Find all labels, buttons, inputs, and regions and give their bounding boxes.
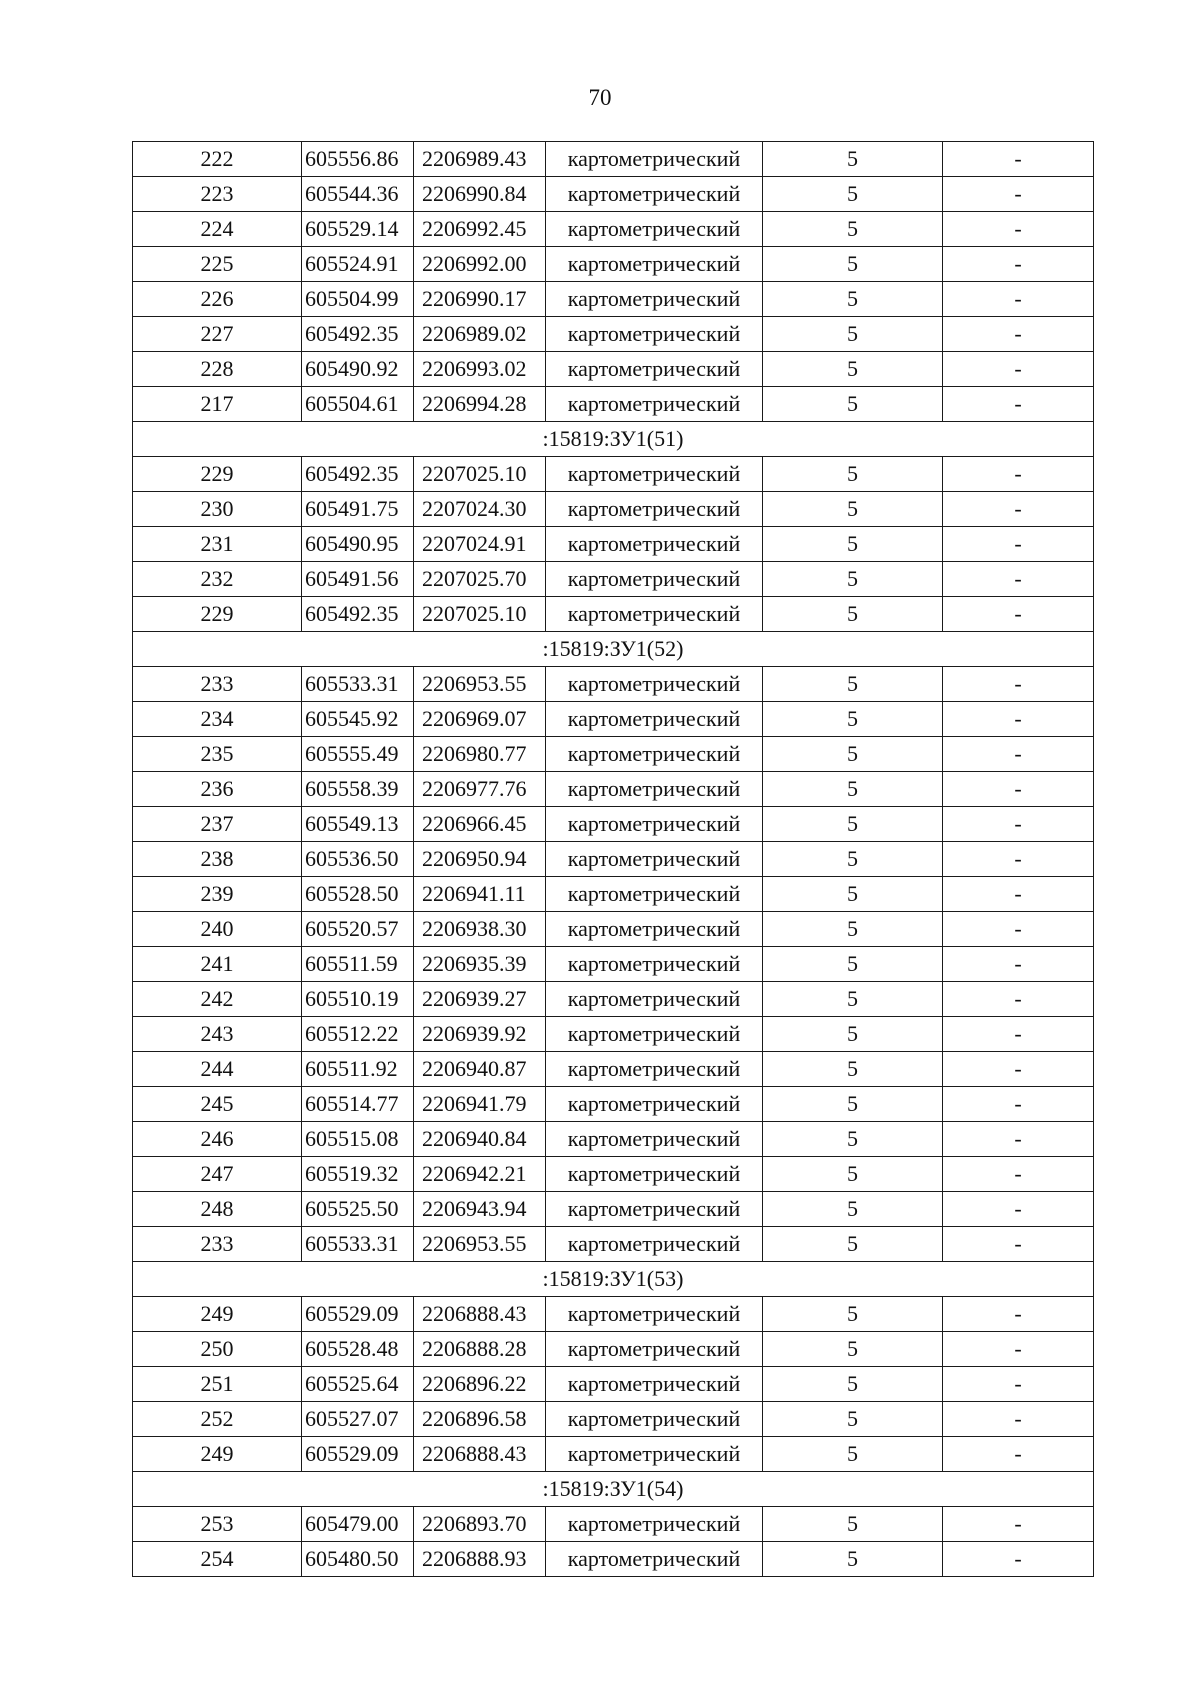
accuracy-cell: 5 (763, 1227, 943, 1262)
description-cell: - (943, 352, 1094, 387)
accuracy-cell: 5 (763, 352, 943, 387)
method-cell: картометрический (546, 352, 763, 387)
point-number-cell: 246 (133, 1122, 302, 1157)
x-coordinate-cell: 605490.92 (302, 352, 414, 387)
accuracy-cell: 5 (763, 1192, 943, 1227)
point-number-cell: 242 (133, 982, 302, 1017)
y-coordinate-cell: 2206896.58 (414, 1402, 546, 1437)
y-coordinate-cell: 2206953.55 (414, 1227, 546, 1262)
x-coordinate-cell: 605515.08 (302, 1122, 414, 1157)
section-header-row (133, 1472, 1094, 1507)
y-coordinate-cell: 2207025.70 (414, 562, 546, 597)
x-coordinate-cell: 605549.13 (302, 807, 414, 842)
y-coordinate-cell: 2206888.93 (414, 1542, 546, 1577)
y-coordinate-cell: 2206966.45 (414, 807, 546, 842)
method-cell: картометрический (546, 702, 763, 737)
description-cell: - (943, 1367, 1094, 1402)
point-number-cell: 237 (133, 807, 302, 842)
method-cell: картометрический (546, 982, 763, 1017)
accuracy-cell: 5 (763, 177, 943, 212)
x-coordinate-cell: 605524.91 (302, 247, 414, 282)
description-cell: - (943, 562, 1094, 597)
method-cell: картометрический (546, 1227, 763, 1262)
y-coordinate-cell: 2206993.02 (414, 352, 546, 387)
point-number-cell: 223 (133, 177, 302, 212)
table-row (133, 702, 1094, 737)
x-coordinate-cell: 605504.61 (302, 387, 414, 422)
accuracy-cell: 5 (763, 1157, 943, 1192)
x-coordinate-cell: 605491.56 (302, 562, 414, 597)
accuracy-cell: 5 (763, 282, 943, 317)
x-coordinate-cell: 605514.77 (302, 1087, 414, 1122)
y-coordinate-cell: 2206994.28 (414, 387, 546, 422)
method-cell: картометрический (546, 527, 763, 562)
section-label: :15819:ЗУ1(54) (133, 1472, 1094, 1507)
x-coordinate-cell: 605511.92 (302, 1052, 414, 1087)
table-row (133, 877, 1094, 912)
point-number-cell: 229 (133, 457, 302, 492)
point-number-cell: 232 (133, 562, 302, 597)
accuracy-cell: 5 (763, 807, 943, 842)
method-cell: картометрический (546, 1437, 763, 1472)
point-number-cell: 244 (133, 1052, 302, 1087)
method-cell: картометрический (546, 1542, 763, 1577)
table-row (133, 1297, 1094, 1332)
table-row (133, 772, 1094, 807)
x-coordinate-cell: 605529.09 (302, 1297, 414, 1332)
table-row (133, 247, 1094, 282)
point-number-cell: 225 (133, 247, 302, 282)
accuracy-cell: 5 (763, 1437, 943, 1472)
point-number-cell: 239 (133, 877, 302, 912)
method-cell: картометрический (546, 947, 763, 982)
y-coordinate-cell: 2206969.07 (414, 702, 546, 737)
method-cell: картометрический (546, 142, 763, 177)
description-cell: - (943, 1157, 1094, 1192)
accuracy-cell: 5 (763, 142, 943, 177)
method-cell: картометрический (546, 1052, 763, 1087)
method-cell: картометрический (546, 1157, 763, 1192)
x-coordinate-cell: 605512.22 (302, 1017, 414, 1052)
table-row (133, 1192, 1094, 1227)
method-cell: картометрический (546, 807, 763, 842)
accuracy-cell: 5 (763, 527, 943, 562)
accuracy-cell: 5 (763, 982, 943, 1017)
table-row (133, 527, 1094, 562)
x-coordinate-cell: 605533.31 (302, 1227, 414, 1262)
accuracy-cell: 5 (763, 597, 943, 632)
table-row (133, 177, 1094, 212)
x-coordinate-cell: 605504.99 (302, 282, 414, 317)
accuracy-cell: 5 (763, 772, 943, 807)
accuracy-cell: 5 (763, 702, 943, 737)
y-coordinate-cell: 2206950.94 (414, 842, 546, 877)
table-row (133, 597, 1094, 632)
description-cell: - (943, 877, 1094, 912)
y-coordinate-cell: 2206939.27 (414, 982, 546, 1017)
x-coordinate-cell: 605558.39 (302, 772, 414, 807)
point-number-cell: 251 (133, 1367, 302, 1402)
method-cell: картометрический (546, 877, 763, 912)
description-cell: - (943, 317, 1094, 352)
accuracy-cell: 5 (763, 877, 943, 912)
description-cell: - (943, 527, 1094, 562)
point-number-cell: 229 (133, 597, 302, 632)
x-coordinate-cell: 605519.32 (302, 1157, 414, 1192)
point-number-cell: 235 (133, 737, 302, 772)
y-coordinate-cell: 2206896.22 (414, 1367, 546, 1402)
point-number-cell: 253 (133, 1507, 302, 1542)
x-coordinate-cell: 605490.95 (302, 527, 414, 562)
x-coordinate-cell: 605556.86 (302, 142, 414, 177)
point-number-cell: 233 (133, 1227, 302, 1262)
y-coordinate-cell: 2206942.21 (414, 1157, 546, 1192)
point-number-cell: 252 (133, 1402, 302, 1437)
y-coordinate-cell: 2206940.87 (414, 1052, 546, 1087)
point-number-cell: 222 (133, 142, 302, 177)
accuracy-cell: 5 (763, 1402, 943, 1437)
accuracy-cell: 5 (763, 1507, 943, 1542)
table-row (133, 807, 1094, 842)
description-cell: - (943, 177, 1094, 212)
x-coordinate-cell: 605525.64 (302, 1367, 414, 1402)
point-number-cell: 241 (133, 947, 302, 982)
accuracy-cell: 5 (763, 737, 943, 772)
description-cell: - (943, 1017, 1094, 1052)
description-cell: - (943, 1122, 1094, 1157)
description-cell: - (943, 1437, 1094, 1472)
method-cell: картометрический (546, 387, 763, 422)
accuracy-cell: 5 (763, 562, 943, 597)
table-row (133, 947, 1094, 982)
y-coordinate-cell: 2206992.00 (414, 247, 546, 282)
y-coordinate-cell: 2206888.43 (414, 1437, 546, 1472)
accuracy-cell: 5 (763, 912, 943, 947)
point-number-cell: 249 (133, 1437, 302, 1472)
y-coordinate-cell: 2207025.10 (414, 457, 546, 492)
point-number-cell: 233 (133, 667, 302, 702)
y-coordinate-cell: 2206888.28 (414, 1332, 546, 1367)
x-coordinate-cell: 605520.57 (302, 912, 414, 947)
description-cell: - (943, 1192, 1094, 1227)
x-coordinate-cell: 605555.49 (302, 737, 414, 772)
table-row (133, 982, 1094, 1017)
description-cell: - (943, 982, 1094, 1017)
description-cell: - (943, 597, 1094, 632)
accuracy-cell: 5 (763, 842, 943, 877)
x-coordinate-cell: 605492.35 (302, 317, 414, 352)
description-cell: - (943, 492, 1094, 527)
description-cell: - (943, 842, 1094, 877)
coordinates-table-body (133, 142, 1094, 1577)
accuracy-cell: 5 (763, 1087, 943, 1122)
section-header-row (133, 1262, 1094, 1297)
y-coordinate-cell: 2206989.43 (414, 142, 546, 177)
method-cell: картометрический (546, 212, 763, 247)
description-cell: - (943, 1087, 1094, 1122)
y-coordinate-cell: 2206953.55 (414, 667, 546, 702)
table-row (133, 1227, 1094, 1262)
description-cell: - (943, 807, 1094, 842)
accuracy-cell: 5 (763, 1052, 943, 1087)
x-coordinate-cell: 605533.31 (302, 667, 414, 702)
method-cell: картометрический (546, 1402, 763, 1437)
table-row (133, 737, 1094, 772)
description-cell: - (943, 457, 1094, 492)
description-cell: - (943, 282, 1094, 317)
coordinates-table (132, 141, 1094, 1577)
method-cell: картометрический (546, 247, 763, 282)
table-row (133, 912, 1094, 947)
table-row (133, 142, 1094, 177)
y-coordinate-cell: 2206935.39 (414, 947, 546, 982)
description-cell: - (943, 142, 1094, 177)
point-number-cell: 231 (133, 527, 302, 562)
table-row (133, 1437, 1094, 1472)
x-coordinate-cell: 605529.14 (302, 212, 414, 247)
point-number-cell: 250 (133, 1332, 302, 1367)
y-coordinate-cell: 2206990.17 (414, 282, 546, 317)
table-row (133, 842, 1094, 877)
point-number-cell: 248 (133, 1192, 302, 1227)
point-number-cell: 234 (133, 702, 302, 737)
point-number-cell: 243 (133, 1017, 302, 1052)
section-label: :15819:ЗУ1(53) (133, 1262, 1094, 1297)
method-cell: картометрический (546, 1507, 763, 1542)
y-coordinate-cell: 2207025.10 (414, 597, 546, 632)
y-coordinate-cell: 2206980.77 (414, 737, 546, 772)
description-cell: - (943, 1227, 1094, 1262)
y-coordinate-cell: 2207024.91 (414, 527, 546, 562)
x-coordinate-cell: 605492.35 (302, 597, 414, 632)
point-number-cell: 217 (133, 387, 302, 422)
y-coordinate-cell: 2207024.30 (414, 492, 546, 527)
table-row (133, 1542, 1094, 1577)
accuracy-cell: 5 (763, 1542, 943, 1577)
table-row (133, 1157, 1094, 1192)
method-cell: картометрический (546, 667, 763, 702)
method-cell: картометрический (546, 597, 763, 632)
point-number-cell: 254 (133, 1542, 302, 1577)
x-coordinate-cell: 605529.09 (302, 1437, 414, 1472)
method-cell: картометрический (546, 1297, 763, 1332)
y-coordinate-cell: 2206939.92 (414, 1017, 546, 1052)
description-cell: - (943, 212, 1094, 247)
table-row (133, 457, 1094, 492)
method-cell: картометрический (546, 912, 763, 947)
y-coordinate-cell: 2206977.76 (414, 772, 546, 807)
method-cell: картометрический (546, 737, 763, 772)
description-cell: - (943, 737, 1094, 772)
method-cell: картометрический (546, 317, 763, 352)
method-cell: картометрический (546, 1367, 763, 1402)
method-cell: картометрический (546, 1332, 763, 1367)
y-coordinate-cell: 2206938.30 (414, 912, 546, 947)
x-coordinate-cell: 605536.50 (302, 842, 414, 877)
point-number-cell: 249 (133, 1297, 302, 1332)
y-coordinate-cell: 2206992.45 (414, 212, 546, 247)
table-row (133, 1122, 1094, 1157)
y-coordinate-cell: 2206941.11 (414, 877, 546, 912)
section-header-row (133, 632, 1094, 667)
table-row (133, 1017, 1094, 1052)
section-header-row (133, 422, 1094, 457)
accuracy-cell: 5 (763, 1332, 943, 1367)
x-coordinate-cell: 605544.36 (302, 177, 414, 212)
table-row (133, 562, 1094, 597)
y-coordinate-cell: 2206990.84 (414, 177, 546, 212)
accuracy-cell: 5 (763, 387, 943, 422)
description-cell: - (943, 772, 1094, 807)
x-coordinate-cell: 605528.48 (302, 1332, 414, 1367)
method-cell: картометрический (546, 457, 763, 492)
table-row (133, 492, 1094, 527)
method-cell: картометрический (546, 177, 763, 212)
table-row (133, 212, 1094, 247)
accuracy-cell: 5 (763, 492, 943, 527)
description-cell: - (943, 1402, 1094, 1437)
method-cell: картометрический (546, 1192, 763, 1227)
table-row (133, 1087, 1094, 1122)
table-row (133, 317, 1094, 352)
table-row (133, 1367, 1094, 1402)
x-coordinate-cell: 605491.75 (302, 492, 414, 527)
point-number-cell: 238 (133, 842, 302, 877)
x-coordinate-cell: 605511.59 (302, 947, 414, 982)
y-coordinate-cell: 2206943.94 (414, 1192, 546, 1227)
x-coordinate-cell: 605480.50 (302, 1542, 414, 1577)
accuracy-cell: 5 (763, 1122, 943, 1157)
description-cell: - (943, 1297, 1094, 1332)
point-number-cell: 245 (133, 1087, 302, 1122)
x-coordinate-cell: 605528.50 (302, 877, 414, 912)
page-number: 70 (588, 85, 612, 110)
table-row (133, 1332, 1094, 1367)
x-coordinate-cell: 605527.07 (302, 1402, 414, 1437)
point-number-cell: 224 (133, 212, 302, 247)
description-cell: - (943, 1507, 1094, 1542)
table-row (133, 387, 1094, 422)
point-number-cell: 226 (133, 282, 302, 317)
point-number-cell: 236 (133, 772, 302, 807)
description-cell: - (943, 702, 1094, 737)
description-cell: - (943, 667, 1094, 702)
y-coordinate-cell: 2206893.70 (414, 1507, 546, 1542)
table-row (133, 1052, 1094, 1087)
x-coordinate-cell: 605510.19 (302, 982, 414, 1017)
description-cell: - (943, 1052, 1094, 1087)
description-cell: - (943, 1332, 1094, 1367)
description-cell: - (943, 247, 1094, 282)
description-cell: - (943, 947, 1094, 982)
point-number-cell: 230 (133, 492, 302, 527)
point-number-cell: 227 (133, 317, 302, 352)
table-row (133, 352, 1094, 387)
description-cell: - (943, 1542, 1094, 1577)
accuracy-cell: 5 (763, 667, 943, 702)
accuracy-cell: 5 (763, 212, 943, 247)
point-number-cell: 247 (133, 1157, 302, 1192)
accuracy-cell: 5 (763, 317, 943, 352)
accuracy-cell: 5 (763, 457, 943, 492)
table-row (133, 667, 1094, 702)
x-coordinate-cell: 605492.35 (302, 457, 414, 492)
x-coordinate-cell: 605525.50 (302, 1192, 414, 1227)
y-coordinate-cell: 2206989.02 (414, 317, 546, 352)
accuracy-cell: 5 (763, 247, 943, 282)
method-cell: картометрический (546, 492, 763, 527)
method-cell: картометрический (546, 772, 763, 807)
method-cell: картометрический (546, 1087, 763, 1122)
table-row (133, 1507, 1094, 1542)
accuracy-cell: 5 (763, 1017, 943, 1052)
method-cell: картометрический (546, 1017, 763, 1052)
method-cell: картометрический (546, 842, 763, 877)
x-coordinate-cell: 605479.00 (302, 1507, 414, 1542)
section-label: :15819:ЗУ1(52) (133, 632, 1094, 667)
method-cell: картометрический (546, 282, 763, 317)
accuracy-cell: 5 (763, 947, 943, 982)
y-coordinate-cell: 2206941.79 (414, 1087, 546, 1122)
method-cell: картометрический (546, 1122, 763, 1157)
description-cell: - (943, 912, 1094, 947)
method-cell: картометрический (546, 562, 763, 597)
table-row (133, 1402, 1094, 1437)
x-coordinate-cell: 605545.92 (302, 702, 414, 737)
y-coordinate-cell: 2206888.43 (414, 1297, 546, 1332)
y-coordinate-cell: 2206940.84 (414, 1122, 546, 1157)
point-number-cell: 228 (133, 352, 302, 387)
table-row (133, 282, 1094, 317)
section-label: :15819:ЗУ1(51) (133, 422, 1094, 457)
description-cell: - (943, 387, 1094, 422)
point-number-cell: 240 (133, 912, 302, 947)
accuracy-cell: 5 (763, 1367, 943, 1402)
accuracy-cell: 5 (763, 1297, 943, 1332)
